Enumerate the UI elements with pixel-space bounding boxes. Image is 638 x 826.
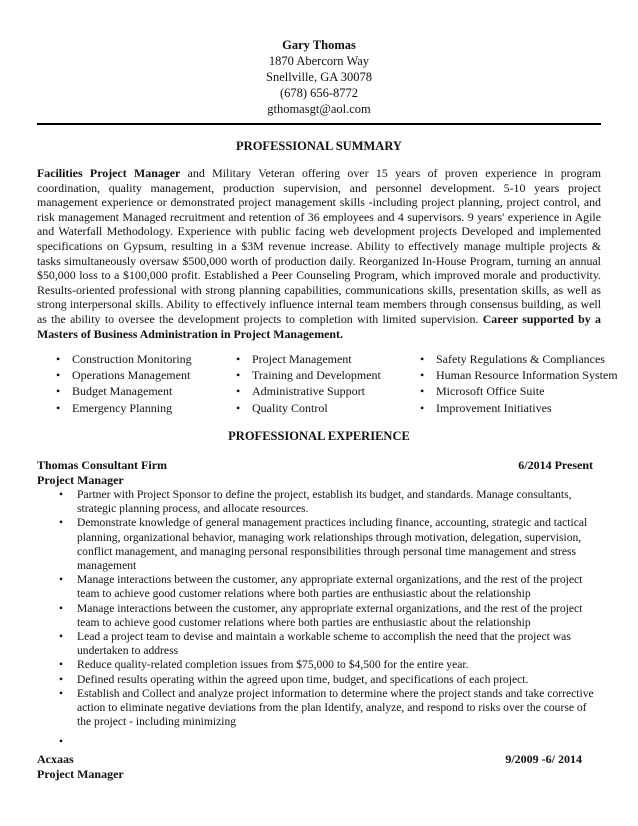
summary-heading: PROFESSIONAL SUMMARY — [236, 139, 402, 153]
skill-item: • Improvement Initiatives — [416, 400, 626, 416]
skill-item: • Emergency Planning — [52, 400, 232, 416]
duty-item: • Demonstrate knowledge of general management practices including finance, accounting, strategic and tactical planning, organizational behavior, managing work relationships through motivation, delegation, supervision, conflict management, and managing personal responsibilities through personal time management and stress management — [37, 516, 603, 573]
duty-item: • Lead a project team to devise and maintain a workable scheme to accomplish the need that the project was undertaken to address — [37, 630, 603, 658]
duty-item: • Establish and Collect and analyze project information to determine where the project stands and take corrective action to eliminate negative deviations from the plan Identify, analyze, and respond to risks over the course of the project - including minimizing — [37, 687, 603, 730]
job-title: Project Manager — [37, 473, 124, 487]
duty-item: • Reduce quality-related completion issues from $75,000 to $4,500 for the entire year. — [37, 658, 603, 672]
phone-number: (678) 656-8772 — [279, 86, 359, 100]
skills-column-2 — [232, 351, 416, 416]
job-duties-list — [37, 488, 603, 751]
skills-column-3 — [416, 351, 626, 416]
job-dates: 6/2014 Present — [518, 458, 593, 472]
summary-body: and Military Veteran offering over 15 years of proven experience in program coordination, quality management, production supervision, and personnel development. 5-10 years project management experience or demonstrated project management skills -including project planning, project control, and risk management Managed recruitment and retention of 36 employees and 4 supervisors. 9 years' experience in Agile and Waterfall Methodology. Experience with public facing web development projects Developed and implemented specifications on Gypsum, resulting in a $3M revenue increase. Ability to effectively manage multiple projects & tasks simultaneously oversaw $500,000 worth of production daily. Reorganized In-House Program, turning an annual $50,000 loss to a $100,000 profit. Established a Peer Counseling Program, which improved morale and productivity. Results-oriented professional with strong planning capabilities, communications skills, presentation skills, as well as strong interpersonal skills. Ability to effectively influence internal team members through consensus building, as well as the ability to oversee the development projects to completion with limited supervision. — [37, 166, 601, 326]
summary-lead: Facilities Project Manager — [37, 166, 181, 180]
skill-item: • Construction Monitoring — [52, 351, 232, 367]
email-address: gthomasgt@aol.com — [267, 102, 371, 116]
job-dates: 9/2009 -6/ 2014 — [505, 752, 582, 766]
contact-header — [0, 37, 638, 117]
summary-closing: Career supported by a Masters of Business Administration in Project Management. — [37, 311, 601, 341]
skill-item: • Quality Control — [232, 400, 416, 416]
duty-item: • Partner with Project Sponsor to define the project, establish its budget, and standards. Manage consultants, strategic planning process, and allocate resources. — [37, 488, 603, 516]
job-title: Project Manager — [37, 767, 124, 781]
skill-item: • Project Management — [232, 351, 416, 367]
job-header-1 — [37, 458, 593, 488]
duty-item: • Manage interactions between the customer, any appropriate external organizations, and the rest of the project team to achieve good customer relations where both parties are enthusiastic about the relationship — [37, 602, 603, 630]
duty-item: • Manage interactions between the customer, any appropriate external organizations, and the rest of the project team to achieve good customer relations where both parties are enthusiastic about the relationship — [37, 573, 603, 601]
skill-item: • Operations Management — [52, 367, 232, 383]
skills-column-1 — [52, 351, 232, 416]
skill-item: • Budget Management — [52, 383, 232, 399]
skill-item: • Human Resource Information System — [416, 367, 626, 383]
job-header-2 — [37, 752, 582, 782]
skills-list — [52, 351, 632, 416]
duty-item-empty — [37, 735, 603, 751]
experience-heading: PROFESSIONAL EXPERIENCE — [228, 429, 410, 443]
skill-item: • Safety Regulations & Compliances — [416, 351, 626, 367]
duty-item: • Defined results operating within the agreed upon time, budget, and specifications of each project. — [37, 673, 603, 687]
company-name: Thomas Consultant Firm — [37, 458, 168, 472]
address-line-1: 1870 Abercorn Way — [268, 54, 370, 68]
candidate-name: Gary Thomas — [282, 38, 356, 52]
skill-item: • Training and Development — [232, 367, 416, 383]
company-name: Acxaas — [37, 752, 74, 766]
header-divider — [37, 123, 601, 125]
address-line-2: Snellville, GA 30078 — [266, 70, 372, 84]
skill-item: • Administrative Support — [232, 383, 416, 399]
skill-item: • Microsoft Office Suite — [416, 383, 626, 399]
summary-paragraph — [37, 166, 601, 341]
